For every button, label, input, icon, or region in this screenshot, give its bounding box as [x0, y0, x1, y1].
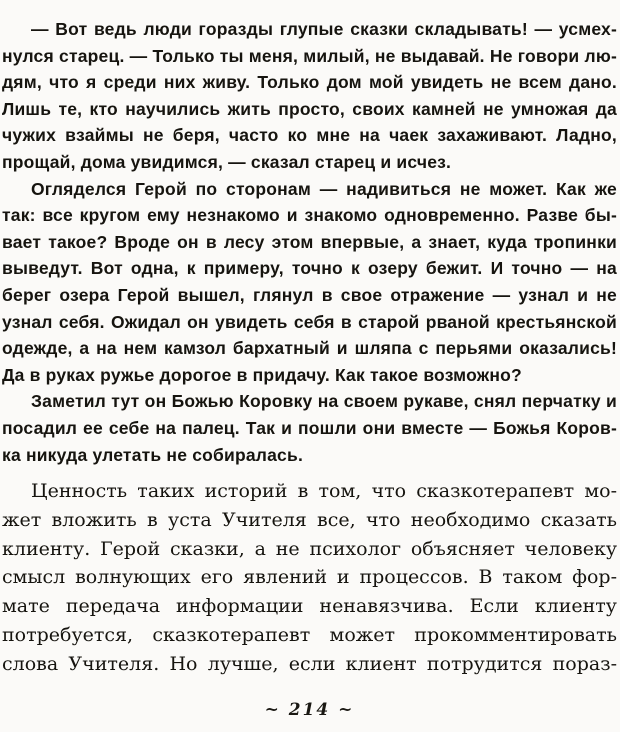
story-line: одежде, а на нем камзол бархатный и шляпа с перьями оказались! [2, 338, 617, 359]
commentary-text-block [2, 477, 617, 679]
story-line: Огляделся Герой по сторонам — надивиться не может. Как же [31, 178, 617, 199]
story-line: Да в руках ружье дорогое в придачу. Как такое возможно? [2, 364, 522, 385]
page-number: ~ 214 ~ [264, 699, 355, 720]
commentary-line: потребуется, сказкотерапевт может прокомментировать [2, 624, 617, 647]
commentary-line: клиенту. Герой сказки, а не психолог объясняет человеку [2, 537, 617, 560]
story-line: берег озера Герой вышел, глянул в свое отражение — узнал и не [2, 284, 617, 305]
commentary-line: Ценность таких историй в том, что сказкотерапевт мо- [31, 480, 617, 503]
commentary-line: слова Учителя. Но лучше, если клиент потрудится пораз- [2, 652, 617, 675]
page-footer [2, 700, 617, 720]
story-line: Лишь те, кто научились жить просто, своих камней не умножая да [2, 98, 617, 119]
story-line: нулся старец. — Только ты меня, милый, не выдавай. Не говори лю- [2, 45, 617, 66]
story-line: вает такое? Вроде он в лесу этом впервые, а знает, куда тропинки [2, 231, 617, 252]
story-line: Заметил тут он Божью Коровку на своем рукаве, снял перчатку и [31, 391, 617, 412]
story-line: чужих взаймы не беря, часто ко мне на чаек захаживают. Ладно, [2, 125, 617, 146]
story-line: ка никуда улетать не собиралась. [2, 444, 304, 465]
commentary-line: смысл волнующих его явлений и процессов. В таком фор- [2, 566, 617, 589]
story-line: дям, что я среди них живу. Только дом мой увидеть не всем дано. [2, 72, 617, 93]
story-line: прощай, дома увидимся, — сказал старец и исчез. [2, 151, 452, 172]
story-line: выведут. Вот одна, к примеру, точно к озеру бежит. И точно — на [2, 258, 617, 279]
story-line: узнал себя. Ожидал он увидеть себя в старой рваной крестьянской [2, 311, 617, 332]
story-line: — Вот ведь люди горазды глупые сказки складывать! — усмех- [31, 19, 617, 39]
commentary-line: мате передача информации ненавязчива. Если клиенту [2, 595, 617, 618]
story-text-block [2, 16, 617, 468]
commentary-line: жет вложить в уста Учителя все, что необходимо сказать [2, 508, 617, 531]
story-line: так: все кругом ему незнакомо и знакомо одновременно. Разве бы- [2, 205, 617, 226]
story-line: посадил ее себе на палец. Так и пошли они вместе — Божья Коров- [2, 417, 617, 438]
